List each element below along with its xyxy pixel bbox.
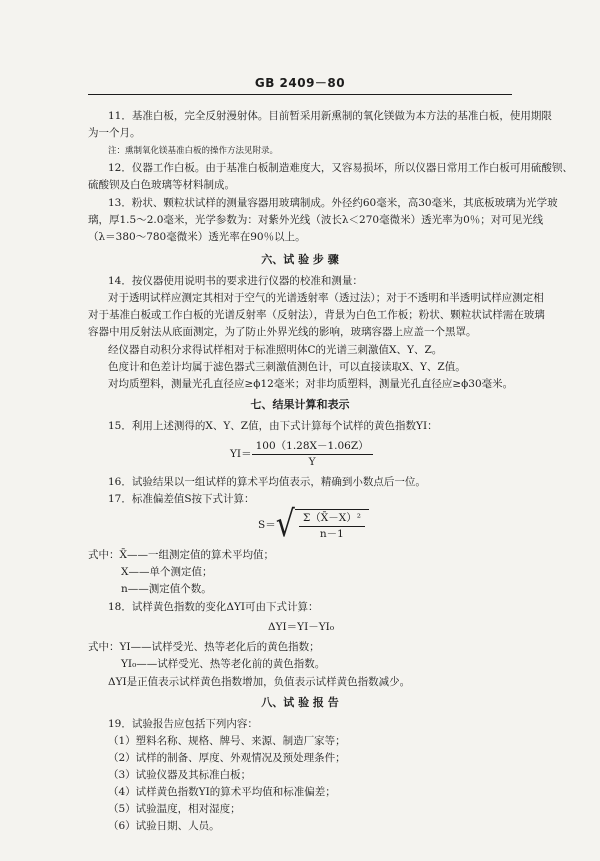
formula-yellowness-index [230,440,373,469]
section-8-heading: 八、试 验 报 告 [261,696,339,709]
clause-17: 17．标准偏差值S按下式计算： [108,493,255,505]
where-x: X——单个测定值； [121,566,213,578]
delta-yi-meaning: ΔYI是正值表示试样黄色指数增加，负值表示试样黄色指数减少。 [108,676,411,688]
clause-14-line-5: 经仪器自动积分求得试样相对于标准照明体C的光谱三刺激值X、Y、Z。 [108,344,443,356]
section-6-heading: 六、试 验 步 骤 [261,253,339,266]
radical-sign-icon: √ [275,503,295,546]
formula-1-fraction [252,440,373,469]
formula-1-lhs: YI＝ [230,448,252,460]
report-item-5: （5）试验温度，相对湿度； [108,803,241,815]
formula-standard-deviation [258,503,369,546]
clause-12-line-2: 硫酸钡及白色玻璃等材料制成。 [88,179,235,191]
formula-delta-yi: ΔYI＝YI－YI₀ [268,621,335,633]
clause-11-note: 注：熏制氧化镁基准白板的操作方法见附录。 [108,146,279,156]
report-item-6: （6）试验日期、人员。 [108,820,220,832]
clause-13-line-2: 璃，厚1.5～2.0毫米，光学参数为：对紫外光线（波长λ＜270毫微米）透光率为0％；对可见光线 [88,214,544,226]
clause-14-line-3: 对于基准白板或工作白板的光谱反射率（反射法），背景为白色工作板；粉状、颗粒状试样需在玻璃 [88,309,545,321]
clause-14-line-4: 容器中用反射法从底面测定，为了防止外界光线的影响，玻璃容器上应盖一个黑罩。 [88,326,477,338]
formula-2-numerator: Σ（X̄－X）² [299,512,365,527]
clause-19: 19．试验报告应包括下列内容： [108,718,258,730]
clause-15: 15．利用上述测得的X、Y、Z值，由下式计算每个试样的黄色指数YI： [108,420,438,432]
formula-2-lhs: S＝ [258,518,276,531]
where-n: n——测定值个数。 [121,583,212,595]
formula-2-denominator: n－1 [319,528,344,540]
clause-11-line-2: 为一个月。 [88,127,141,139]
where-xbar: 式中：X̄——一组测定值的算术平均值； [88,549,274,561]
report-item-1: （1）塑料名称、规格、牌号、来源、制造厂家等； [108,735,346,747]
clause-14-line-2: 对于透明试样应测定其相对于空气的光谱透射率（透过法）；对于不透明和半透明试样应测定相 [108,292,544,304]
formula-1-denominator: Y [308,456,316,468]
clause-18: 18．试样黄色指数的变化ΔYI可由下式计算： [108,601,319,613]
clause-14-line-7: 对均质塑料，测量光孔直径应≥ϕ12毫米；对非均质塑料，测量光孔直径应≥ϕ30毫米。 [108,378,514,390]
clause-14-line-6: 色度计和色差计均属于滤色器式三刺激值测色计，可以直接读取X、Y、Z值。 [108,361,466,373]
clause-14-line-1: 14．按仪器使用说明书的要求进行仪器的校准和测量： [108,275,363,287]
report-item-2: （2）试样的制备、厚度、外观情况及预处理条件； [108,752,346,764]
where-yi0: YI₀——试样受光、热等老化前的黄色指数。 [121,658,326,670]
section-7-heading: 七、结果计算和表示 [250,398,350,411]
standard-header: GB 2409－80 [254,76,346,90]
where-yi: 式中：YI——试样受光、热等老化后的黄色指数； [88,641,320,653]
clause-13-line-1: 13．粉状、颗粒状试样的测量容器用玻璃制成。外径约60毫米，高30毫米，其底板玻璃为光学玻 [108,197,558,209]
report-item-4: （4）试样黄色指数YI的算术平均值和标准偏差； [108,786,336,798]
clause-12-line-1: 12．仪器工作白板。由于基准白板制造难度大，又容易损坏，所以仪器日常用工作白板可用硫酸钡、 [108,162,573,174]
clause-11-line-1: 11．基准白板，完全反射漫射体。目前暂采用新熏制的氧化镁做为本方法的基准白板，使用期限 [108,110,552,122]
formula-2-radical [275,503,369,546]
formula-1-numerator: 100（1.28X－1.06Z） [252,440,373,455]
header-rule [88,94,512,95]
clause-13-line-3: （λ＝380～780毫微米）透光率在90％以上。 [88,231,306,243]
report-item-3: （3）试验仪器及其标准白板； [108,769,252,781]
clause-16: 16．试验结果以一组试样的算术平均值表示，精确到小数点后一位。 [108,476,426,488]
